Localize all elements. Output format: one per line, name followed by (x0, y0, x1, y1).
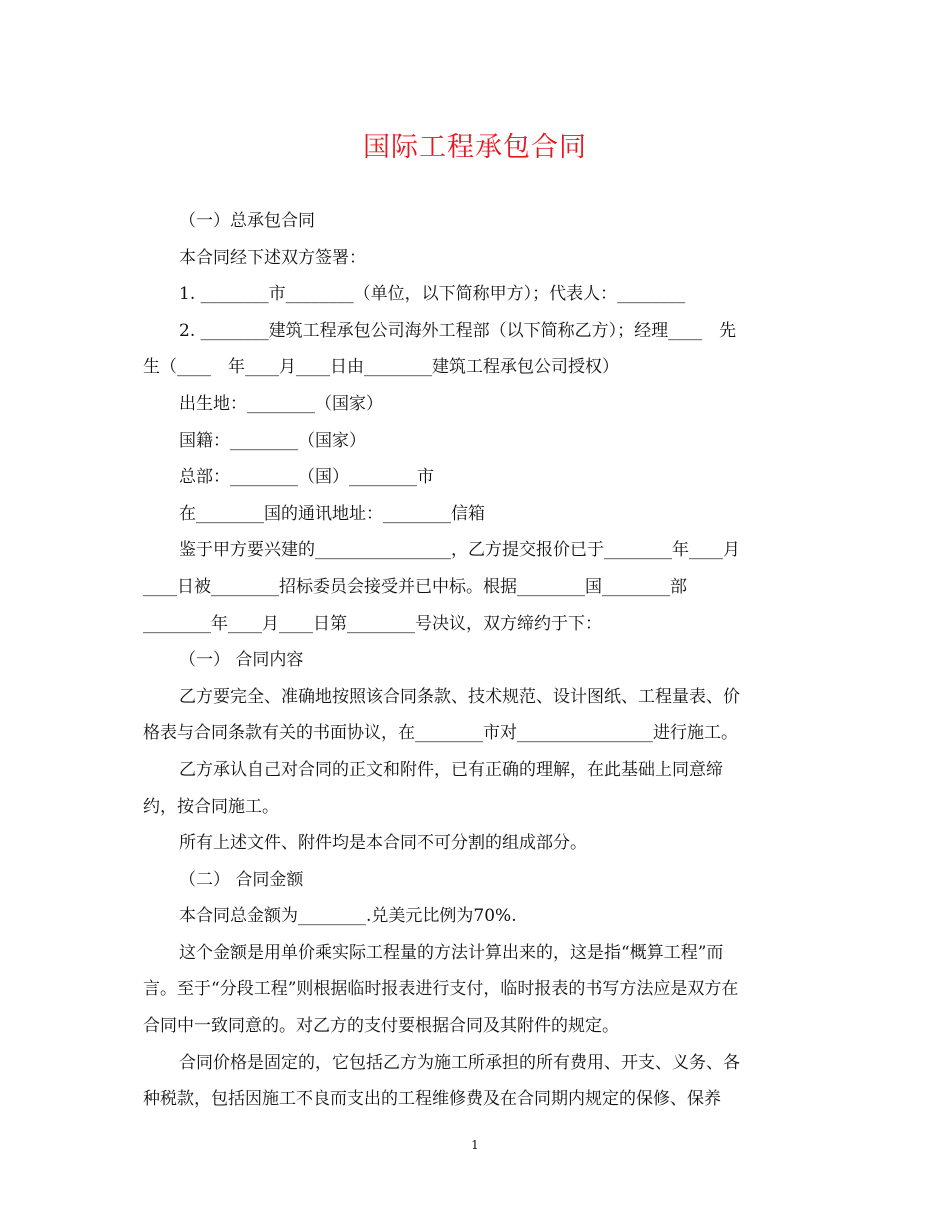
paragraph-line: 种税款，包括因施工不良而支出的工程维修费及在合同期内规定的保修、保养 (143, 1089, 721, 1110)
paragraph-line: 鉴于甲方要兴建的________________，乙方提交报价已于________年____月 (179, 540, 740, 561)
paragraph-line: 乙方承认自己对合同的正文和附件，已有正确的理解，在此基础上同意缔 (179, 759, 723, 780)
nationality-line: 国籍：________（国家） (179, 430, 366, 451)
section-heading-general-contract: （一）总承包合同 (179, 211, 315, 231)
paragraph-line: 本合同总金额为________.兑美元比例为70%. (179, 906, 517, 927)
paragraph-line: 合同价格是固定的，它包括乙方为施工所承担的所有费用、开支、义务、各 (179, 1052, 740, 1073)
party-b-line: 2. ________建筑工程承包公司海外工程部（以下简称乙方）；经理____ 先 (179, 320, 737, 341)
paragraph-line: 所有上述文件、附件均是本合同不可分割的组成部分。 (179, 833, 587, 854)
birthplace-line: 出生地：________（国家） (179, 393, 383, 414)
section-heading-contract-amount: （二） 合同金额 (179, 869, 304, 890)
paragraph-line: 乙方要完全、准确地按照该合同条款、技术规范、设计图纸、工程量表、价 (179, 686, 740, 707)
paragraph-line: 格表与合同条款有关的书面协议，在________市对________________进行施工。 (143, 723, 738, 744)
paragraph-line: 合同中一致同意的。对乙方的支付要根据合同及其附件的规定。 (143, 1016, 619, 1037)
address-line: 在________国的通讯地址：________信箱 (179, 503, 485, 524)
paragraph-line: ________年____月____日第________号决议，双方缔约于下： (143, 613, 602, 634)
page-number: 1 (471, 1138, 479, 1152)
paragraph-line: 约，按合同施工。 (143, 796, 279, 817)
paragraph-line: 这个金额是用单价乘实际工程量的方法计算出来的，这是指“概算工程”而 (179, 942, 724, 963)
party-a-line: 1. ________市________（单位，以下简称甲方）；代表人：________ (179, 284, 686, 305)
section-heading-contract-content: （一） 合同内容 (179, 650, 304, 671)
headquarters-line: 总部：________（国）________市 (179, 467, 434, 488)
document-title: 国际工程承包合同 (363, 132, 587, 163)
paragraph-line: ____日被________招标委员会接受并已中标。根据________国________部 (143, 576, 687, 597)
paragraph-line: 言。至于“分段工程”则根据临时报表进行支付，临时报表的书写方法应是双方在 (143, 979, 739, 1000)
party-b-line-continued: 生（____ 年____月____日由________建筑工程承包公司授权） (143, 357, 619, 378)
paragraph-line: 本合同经下述双方签署： (179, 247, 366, 268)
document-body (143, 203, 795, 1118)
